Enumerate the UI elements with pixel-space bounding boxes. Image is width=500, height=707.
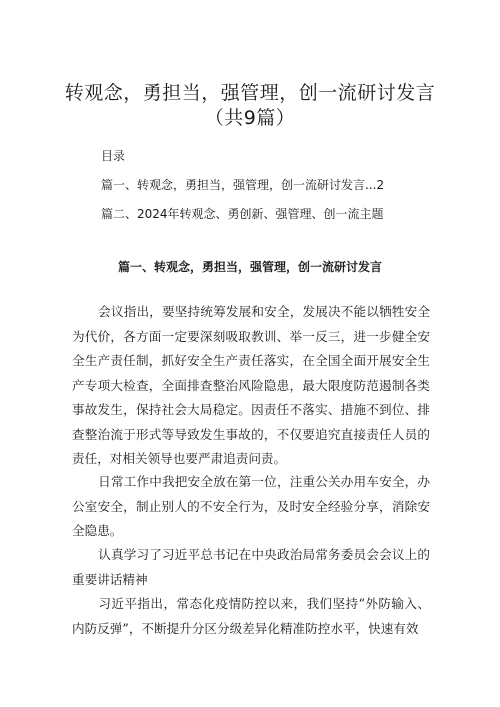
toc-item[interactable]: 篇一、转观念，勇担当，强管理，创一流研讨发言...2 xyxy=(101,178,385,192)
document-title: 转观念，勇担当，强管理，创一流研讨发言 xyxy=(64,82,436,104)
document-title-count: （共9篇） xyxy=(204,107,296,129)
paragraph-text: 日常工作中我把安全放在第一位，注重公关办用车安全，办公室安全，制止别人的不安全行为，及时安全经验分享，消除安全隐患。 xyxy=(72,474,430,538)
body-paragraph xyxy=(72,470,430,544)
body-paragraph xyxy=(72,592,430,641)
paragraph-text: 认真学习了习近平总书记在中央政治局常务委员会会议上的重要讲话精神 xyxy=(72,547,430,587)
paragraph-text: 会议指出，要坚持统筹发展和安全，发展决不能以牺牲安全为代价，各方面一定要深刻吸取教训、举一反三，进一步健全安全生产责任制，抓好安全生产责任落实，在全国全面开展安全生产专项大检查，全面排查整治风险隐患，最大限度防范遏制各类事故发生，保持社会大局稳定。因责任不落实、措施不到位、排查整治流于形式等导致发生事故的，不仅要追究直接责任人员的责任，对相关领导也要严肃追责问责。 xyxy=(72,304,430,466)
paragraph-text: 习近平指出，常态化疫情防控以来，我们坚持“外防输入、内防反弹”，不断提升分区分级差异化精准防控水平，快速有效 xyxy=(72,596,430,636)
section-title: 篇一、转观念，勇担当，强管理，创一流研讨发言 xyxy=(117,260,382,274)
body-paragraph xyxy=(72,543,430,592)
body-paragraph xyxy=(72,300,430,472)
toc-item[interactable]: 篇二、2024年转观念、勇创新、强管理、创一流主题 xyxy=(101,207,384,221)
toc-heading: 目录 xyxy=(101,149,126,163)
